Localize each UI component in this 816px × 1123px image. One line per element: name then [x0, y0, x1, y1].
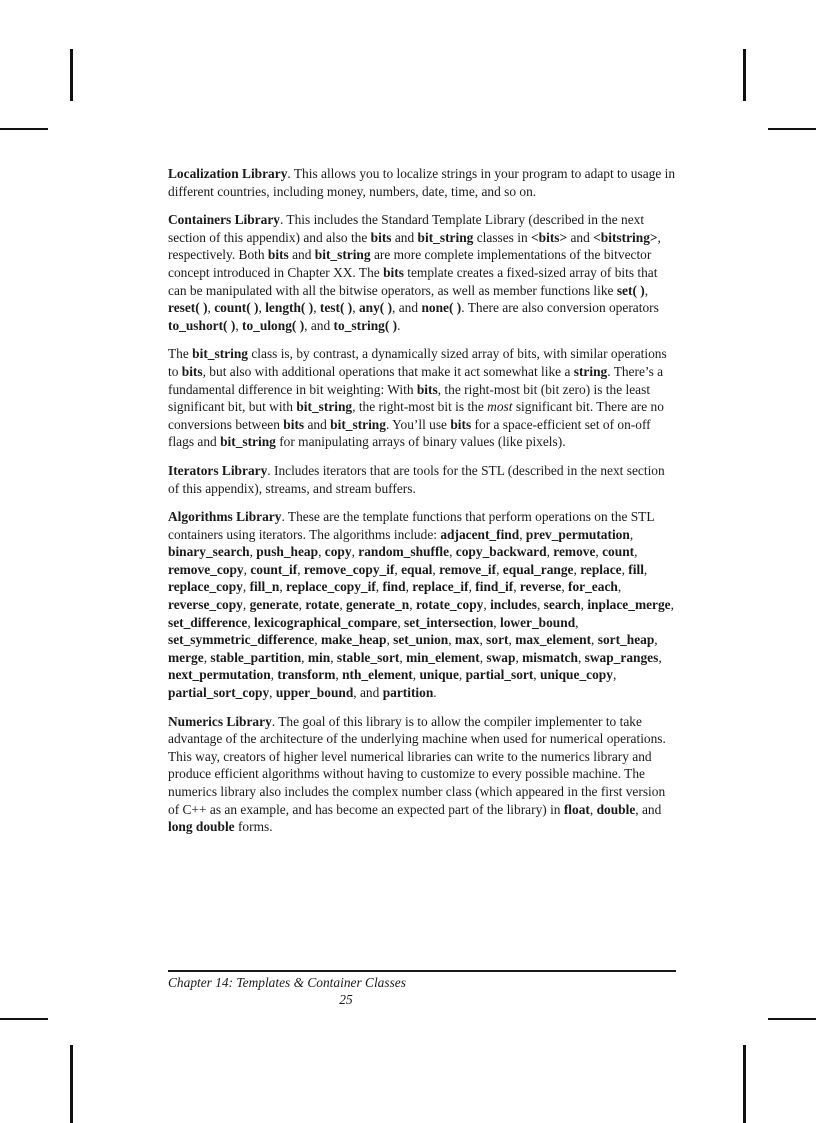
- text-run: ,: [449, 544, 456, 560]
- text-run: ,: [634, 544, 638, 560]
- bold-term: partition: [382, 685, 434, 701]
- paragraph-numerics: [168, 713, 676, 836]
- text-run: ,: [235, 317, 243, 333]
- text-run: ,: [207, 300, 215, 316]
- text-run: ,: [519, 526, 526, 542]
- text-run: ,: [412, 667, 420, 683]
- bold-term: merge: [168, 649, 204, 665]
- bold-term: copy: [324, 544, 352, 560]
- text-run: .: [433, 685, 437, 701]
- bold-term: sort_heap: [597, 632, 655, 648]
- text-run: . These are the template functions that perform operations on the STL containers using iterators. The algorithms include:: [168, 509, 655, 542]
- bold-term: inplace_merge: [587, 597, 671, 613]
- text-run: for manipulating arrays of binary values (like pixels).: [275, 434, 566, 450]
- bold-term: lower_bound: [500, 614, 576, 630]
- bold-term: equal_range: [502, 561, 574, 577]
- bold-term: remove: [553, 544, 596, 560]
- text-run: and: [567, 229, 594, 245]
- text-run: , respectively. Both: [168, 229, 661, 263]
- bold-term: bits: [450, 416, 472, 432]
- text-run: ,: [670, 597, 674, 613]
- bold-term: generate: [249, 597, 299, 613]
- bold-term: replace_copy_if: [286, 579, 376, 595]
- text-run: , but also with additional operations that make it act somewhat like a: [202, 363, 574, 379]
- bold-term: reverse_copy: [168, 597, 243, 613]
- bold-term: set_symmetric_difference: [168, 632, 315, 648]
- text-run: , and: [392, 300, 422, 316]
- paragraph-algorithms: [168, 508, 676, 702]
- text-run: are more complete implementations of the bitvector concept introduced in Chapter XX. The: [168, 247, 652, 280]
- text-run: ,: [483, 597, 491, 613]
- bold-term: push_heap: [256, 544, 319, 560]
- text-run: , and: [304, 317, 334, 333]
- bold-term: string: [573, 363, 608, 379]
- text-run: ,: [580, 597, 588, 613]
- text-run: and: [391, 229, 418, 245]
- page-body: [168, 165, 676, 847]
- bold-term: count: [602, 544, 635, 560]
- text-run: ,: [375, 579, 383, 595]
- bold-term: min_element: [406, 649, 480, 665]
- bold-term: set( ): [616, 282, 645, 298]
- paragraph-containers: [168, 211, 676, 334]
- text-run: for a space-efficient set of on-off flags and: [168, 416, 651, 450]
- bold-term: long double: [168, 819, 235, 835]
- text-run: and: [288, 247, 315, 263]
- text-run: ,: [318, 544, 325, 560]
- text-run: ,: [643, 561, 648, 577]
- text-run: ,: [270, 667, 278, 683]
- text-run: , the right-most bit is the: [352, 399, 488, 415]
- text-run: ,: [458, 667, 466, 683]
- bold-term: sort: [486, 632, 509, 648]
- text-run: ,: [432, 561, 440, 577]
- text-run: ,: [612, 667, 617, 683]
- bold-term: find: [382, 579, 406, 595]
- bold-term: fill: [628, 561, 644, 577]
- text-run: ,: [352, 300, 359, 316]
- text-run: ,: [448, 632, 455, 648]
- text-run: ,: [399, 649, 407, 665]
- text-run: ,: [243, 561, 251, 577]
- bold-term: <bitstring>: [593, 229, 658, 245]
- bold-term: Algorithms Library: [168, 509, 282, 525]
- bold-term: remove_copy: [168, 561, 244, 577]
- bold-term: to_string( ): [333, 317, 398, 333]
- bold-term: remove_if: [439, 561, 497, 577]
- bold-term: remove_copy_if: [303, 561, 395, 577]
- bold-term: bit_string: [417, 229, 474, 245]
- bold-term: bits: [283, 416, 305, 432]
- text-run: ,: [297, 561, 304, 577]
- bold-term: bits: [370, 229, 392, 245]
- bold-term: Containers Library: [168, 212, 280, 228]
- text-run: ,: [589, 801, 597, 817]
- bold-term: upper_bound: [275, 685, 354, 701]
- text-run: ,: [577, 649, 585, 665]
- text-run: ,: [591, 632, 598, 648]
- text-run: ,: [386, 632, 394, 648]
- bold-term: next_permutation: [168, 667, 271, 683]
- crop-mark-top-left-vertical: [70, 49, 73, 101]
- text-run: , the right-most bit (bit zero) is the least significant bit, but with: [168, 381, 651, 415]
- bold-term: replace_copy: [168, 579, 243, 595]
- bold-term: double: [596, 801, 636, 817]
- text-run: . You’ll use: [385, 416, 451, 432]
- bold-term: replace_if: [412, 579, 469, 595]
- bold-term: swap_ranges: [584, 649, 659, 665]
- bold-term: mismatch: [522, 649, 578, 665]
- bold-term: Iterators Library: [168, 462, 268, 478]
- text-run: . The goal of this library is to allow the compiler implementer to take advantage of the architecture of the underlying machine when used for numerical operations. This way, creators of higher level numerical libraries can write to the numerics library and produce efficient algorithms without having to customize to every possible machine. The numerics library also includes the complex number class (which appeared in the first version of C++ as an example, and has become an expected part of the library) in: [168, 713, 666, 817]
- text-run: ,: [247, 614, 255, 630]
- bold-term: for_each: [568, 579, 618, 595]
- text-run: ,: [546, 544, 554, 560]
- bold-term: max: [454, 632, 480, 648]
- paragraph-bit-string: [168, 345, 676, 451]
- text-run: ,: [479, 632, 487, 648]
- bold-term: rotate_copy: [415, 597, 484, 613]
- text-run: ,: [536, 597, 544, 613]
- text-run: ,: [629, 526, 634, 542]
- bold-term: count_if: [250, 561, 298, 577]
- bold-term: none( ): [421, 300, 462, 316]
- paragraph-iterators: [168, 462, 676, 497]
- bold-term: transform: [277, 667, 336, 683]
- crop-mark-bottom-left-horizontal: [0, 1018, 48, 1020]
- text-run: , and: [635, 801, 662, 817]
- bold-term: replace: [580, 561, 622, 577]
- bold-term: copy_backward: [455, 544, 547, 560]
- bold-term: prev_permutation: [525, 526, 630, 542]
- text-run: ,: [508, 632, 516, 648]
- bold-term: unique: [419, 667, 459, 683]
- bold-term: Localization Library: [168, 166, 288, 181]
- text-run: ,: [654, 632, 658, 648]
- text-run: ,: [335, 667, 343, 683]
- text-run: template creates a fixed-sized array of bits that can be manipulated with all the bitwise operators, as well as member functions like: [168, 264, 658, 298]
- text-run: ,: [279, 579, 287, 595]
- text-run: classes in: [473, 229, 532, 245]
- bold-term: Numerics Library: [168, 713, 272, 729]
- bold-term: stable_partition: [210, 649, 302, 665]
- bold-term: set_intersection: [404, 614, 494, 630]
- bold-term: fill_n: [249, 579, 280, 595]
- text-run: ,: [533, 667, 540, 683]
- text-run: ,: [561, 579, 569, 595]
- text-run: ,: [203, 649, 211, 665]
- bold-term: float: [563, 801, 590, 817]
- text-run: ,: [575, 614, 579, 630]
- bold-term: random_shuffle: [358, 544, 450, 560]
- text-run: ,: [621, 561, 629, 577]
- bold-term: rotate: [305, 597, 340, 613]
- text-run: class is, by contrast, a dynamically sized array of bits, with similar operations to: [168, 346, 667, 379]
- text-run: . There’s a fundamental difference in bit weighting: With: [168, 363, 664, 397]
- bold-term: partial_sort: [465, 667, 534, 683]
- text-run: ,: [314, 632, 321, 648]
- bold-term: to_ushort( ): [168, 317, 236, 333]
- text-run: ,: [242, 597, 250, 613]
- bold-term: unique_copy: [540, 667, 613, 683]
- bold-term: bit_string: [314, 247, 371, 263]
- bold-term: nth_element: [342, 667, 413, 683]
- text-run: ,: [409, 597, 416, 613]
- bold-term: set_union: [393, 632, 449, 648]
- text-run: ,: [339, 597, 347, 613]
- bold-term: includes: [490, 597, 537, 613]
- bold-term: set_difference: [168, 614, 248, 630]
- text-run: ,: [330, 649, 337, 665]
- text-run: forms.: [234, 819, 273, 835]
- text-run: significant bit. There are no conversions between: [168, 399, 664, 432]
- page-number: 25: [339, 992, 353, 1007]
- bold-term: bits: [181, 363, 203, 379]
- bold-term: bits: [416, 381, 438, 397]
- bold-term: test( ): [319, 300, 353, 316]
- bold-term: max_element: [515, 632, 592, 648]
- text-run: ,: [301, 649, 308, 665]
- crop-mark-top-left-horizontal: [0, 128, 48, 130]
- text-run: ,: [595, 544, 603, 560]
- text-run: ,: [658, 649, 662, 665]
- text-run: ,: [397, 614, 405, 630]
- bold-term: length( ): [265, 300, 314, 316]
- bold-term: search: [543, 597, 581, 613]
- footer-rule: [168, 970, 676, 972]
- text-run: ,: [493, 614, 500, 630]
- bold-term: swap: [486, 649, 516, 665]
- bold-term: bits: [267, 247, 289, 263]
- text-run: ,: [313, 300, 320, 316]
- bold-term: <bits>: [531, 229, 568, 245]
- text-run: ,: [298, 597, 306, 613]
- bold-term: bits: [383, 264, 404, 280]
- bold-term: reverse: [519, 579, 562, 595]
- bold-term: lexicographical_compare: [254, 614, 398, 630]
- bold-term: stable_sort: [336, 649, 400, 665]
- bold-term: bit_string: [220, 434, 276, 450]
- bold-term: make_heap: [320, 632, 387, 648]
- bold-term: bit_string: [296, 399, 353, 415]
- crop-mark-bottom-left-vertical: [70, 1045, 73, 1123]
- text-run: The: [168, 346, 193, 362]
- text-run: . Includes iterators that are tools for the STL (described in the next section of this appendix), streams, and stream buffers.: [168, 462, 665, 496]
- text-run: ,: [249, 544, 257, 560]
- italic-term: most: [487, 399, 513, 415]
- text-run: ,: [242, 579, 250, 595]
- bold-term: generate_n: [346, 597, 410, 613]
- crop-mark-top-right-horizontal: [768, 128, 816, 130]
- bold-term: count( ): [214, 300, 259, 316]
- text-run: . This allows you to localize strings in your program to adapt to usage in different countries, including money, numbers, date, time, and so on.: [168, 166, 676, 199]
- text-run: . This includes the Standard Template Library (described in the next section of this appendix) and also the: [168, 212, 645, 245]
- footer-chapter-title: Chapter 14: Templates & Container Classes: [168, 975, 406, 990]
- bold-term: bit_string: [192, 346, 248, 362]
- bold-term: equal: [401, 561, 433, 577]
- bold-term: binary_search: [168, 544, 250, 560]
- bold-term: reset( ): [168, 300, 208, 316]
- text-run: ,: [269, 685, 276, 701]
- text-run: ,: [513, 579, 520, 595]
- text-run: ,: [479, 649, 487, 665]
- bold-term: adjacent_find: [440, 526, 520, 542]
- bold-term: any( ): [358, 300, 393, 316]
- text-run: . There are also conversion operators: [461, 300, 659, 316]
- text-run: ,: [617, 579, 622, 595]
- text-run: ,: [351, 544, 359, 560]
- text-run: ,: [496, 561, 503, 577]
- text-run: ,: [394, 561, 402, 577]
- bold-term: find_if: [475, 579, 514, 595]
- text-run: ,: [573, 561, 581, 577]
- text-run: ,: [644, 282, 649, 298]
- bold-term: bit_string: [330, 416, 386, 432]
- crop-mark-bottom-right-vertical: [743, 1045, 746, 1123]
- page-footer: [168, 974, 676, 1008]
- text-run: .: [397, 317, 401, 333]
- crop-mark-top-right-vertical: [743, 49, 746, 101]
- crop-mark-bottom-right-horizontal: [768, 1018, 816, 1020]
- bold-term: min: [307, 649, 331, 665]
- bold-term: to_ulong( ): [242, 317, 305, 333]
- paragraph-localization: [168, 165, 676, 200]
- text-run: and: [304, 416, 331, 432]
- bold-term: partial_sort_copy: [168, 685, 270, 701]
- text-run: ,: [405, 579, 413, 595]
- text-run: ,: [468, 579, 476, 595]
- text-run: , and: [353, 685, 383, 701]
- text-run: ,: [515, 649, 523, 665]
- text-run: ,: [258, 300, 266, 316]
